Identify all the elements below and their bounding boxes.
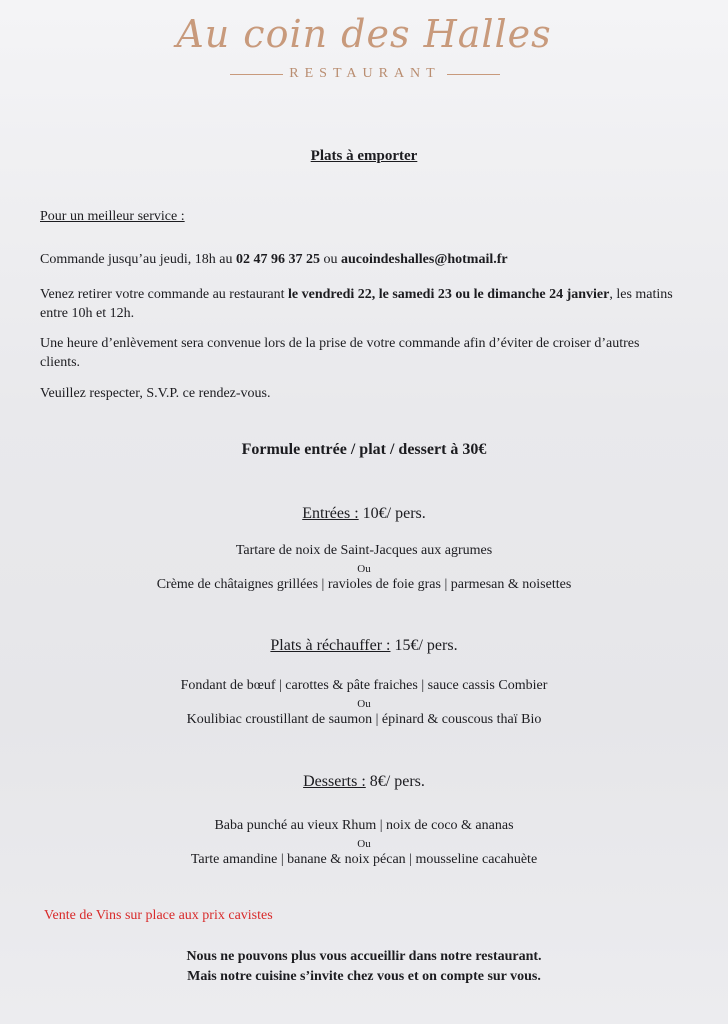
- pickup-suffix: , les matins entre 10h et 12h.: [40, 287, 673, 321]
- phone-number: 02 47 96 37 25: [235, 252, 320, 267]
- plat-or: Ou: [357, 698, 371, 710]
- pickup-dates: le vendredi 22, le samedi 23 ou le dimanche 24 janvier: [288, 287, 610, 302]
- plat-dish-1: Fondant de bœuf | carottes & pâte fraiches | sauce cassis Combier: [180, 678, 548, 693]
- order-mid: ou: [319, 252, 341, 267]
- service-heading: Pour un meilleur service :: [40, 209, 185, 224]
- entree-dish-2: Crème de châtaignes grillées | ravioles de foie gras | parmesan & noisettes: [156, 577, 572, 592]
- closing-line-1: Nous ne pouvons plus vous accueillir dans notre restaurant.: [186, 949, 542, 964]
- formule-heading: Formule entrée / plat / dessert à 30€: [241, 441, 487, 458]
- dessert-or: Ou: [357, 838, 371, 850]
- order-prefix: Commande jusqu’au jeudi, 18h au: [40, 252, 236, 267]
- plats-heading: [0, 637, 728, 655]
- pickup-time-note: Une heure d’enlèvement sera convenue lors de la prise de votre commande afin d’éviter de croiser d’autres clients.: [40, 336, 640, 370]
- wine-note: Vente de Vins sur place aux prix cavistes: [44, 908, 273, 923]
- pickup-paragraph: [40, 285, 680, 323]
- entree-dish-1: Tartare de noix de Saint-Jacques aux agrumes: [235, 543, 493, 558]
- respect-note: Veuillez respecter, S.V.P. ce rendez-vous.: [40, 386, 271, 401]
- closing-line-2: Mais notre cuisine s’invite chez vous et on compte sur vous.: [187, 969, 541, 984]
- entree-or: Ou: [357, 563, 371, 575]
- entrees-price: 10€/ pers.: [362, 505, 426, 522]
- logo-line-right: [447, 74, 500, 75]
- dessert-dish-2: Tarte amandine | banane & noix pécan | mousseline cacahuète: [190, 852, 538, 867]
- plats-price: 15€/ pers.: [394, 637, 458, 654]
- page-title: Plats à emporter: [310, 148, 418, 164]
- desserts-label: Desserts :: [303, 773, 366, 790]
- logo-line-left: [230, 74, 283, 75]
- entrees-label: Entrées :: [302, 505, 359, 522]
- plat-dish-2: Koulibiac croustillant de saumon | épinard & couscous thaï Bio: [186, 712, 542, 727]
- restaurant-logo: Au coin des Halles: [176, 12, 552, 56]
- pickup-prefix: Venez retirer votre commande au restaurant: [40, 287, 288, 302]
- dessert-dish-1: Baba punché au vieux Rhum | noix de coco & ananas: [214, 818, 514, 833]
- desserts-price: 8€/ pers.: [369, 773, 425, 790]
- email-address: aucoindeshalles@hotmail.fr: [340, 252, 508, 267]
- logo-subtitle-text: RESTAURANT: [289, 66, 441, 81]
- order-line: [40, 250, 680, 269]
- plats-label: Plats à réchauffer :: [270, 637, 391, 654]
- logo-subtitle: [230, 64, 500, 84]
- entrees-heading: [0, 505, 728, 523]
- desserts-heading: [0, 773, 728, 791]
